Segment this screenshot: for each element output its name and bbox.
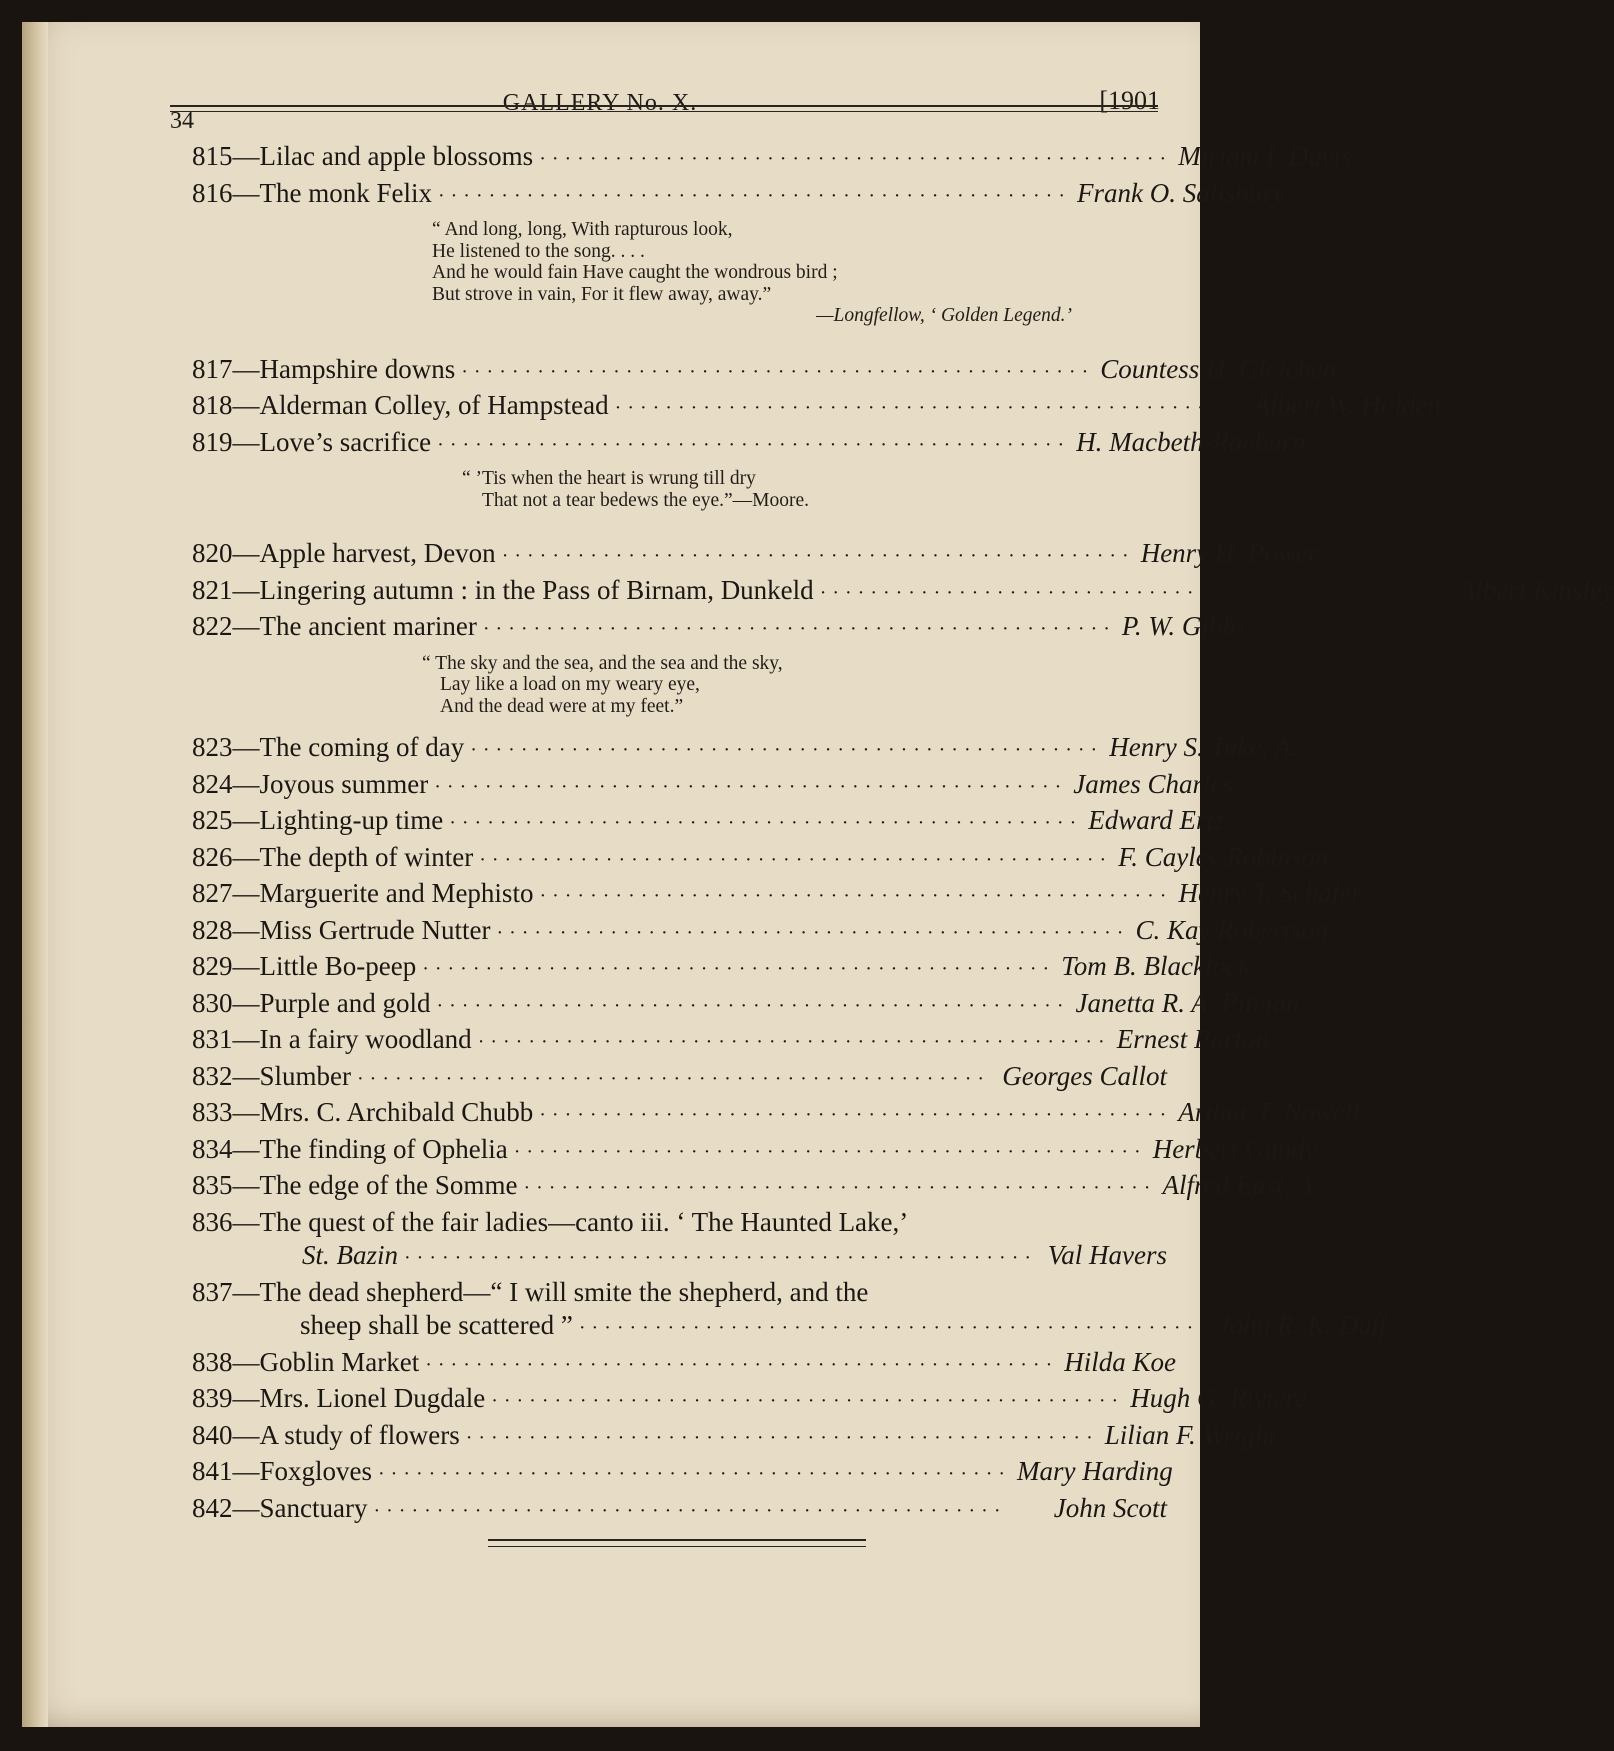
year-label: [1901 xyxy=(1099,86,1160,115)
leader-dots: ·················································· xyxy=(434,775,1068,798)
entry-artist: Hugh G. Riviere xyxy=(1130,1383,1307,1413)
leader-dots: ·················································· xyxy=(578,1317,1212,1339)
catalogue-entry xyxy=(192,914,1329,951)
entry-artist: James Charles xyxy=(1073,768,1233,799)
catalogue-entry-836-cont xyxy=(192,1239,1167,1276)
entry-title: 833—Mrs. C. Archibald Chubb xyxy=(192,1097,534,1127)
catalogue-entry xyxy=(192,177,1285,214)
catalogue-entry xyxy=(192,1419,1277,1456)
entry-artist: Arthur T. Nowell xyxy=(1178,1097,1361,1127)
entry-group xyxy=(192,731,1362,1206)
leader-dots: ·················································· xyxy=(496,921,1130,944)
entry-title: 836—The quest of the fair ladies—canto iii. ‘ The Haunted Lake,’ xyxy=(192,1206,909,1237)
leader-dots: ·················································· xyxy=(425,1353,1059,1376)
leader-dots: ·················································· xyxy=(465,1426,1099,1449)
catalogue-page xyxy=(22,22,1614,1727)
entry-artist: John R. K. Duff xyxy=(1217,1310,1387,1340)
entry-artist: Edward Ertz xyxy=(1088,805,1225,835)
quote-line: That not a tear bedews the eye.”—Moore. xyxy=(482,489,810,511)
catalogue-entry xyxy=(192,1346,1176,1383)
entry-title: 835—The edge of the Somme xyxy=(192,1170,518,1200)
leader-dots: ·················································· xyxy=(378,1463,1012,1485)
catalogue-entry xyxy=(192,610,1247,647)
leader-dots: ·················································· xyxy=(819,581,1453,604)
entry-artist: Hilda Koe xyxy=(1064,1346,1176,1377)
entry-title: 825—Lighting-up time xyxy=(192,805,444,835)
catalogue-entry xyxy=(192,1023,1269,1060)
entry-title: 828—Miss Gertrude Nutter xyxy=(192,914,491,945)
entry-title: 830—Purple and gold xyxy=(192,987,431,1018)
catalogue-entry xyxy=(192,140,1352,177)
entry-title: 834—The finding of Ophelia xyxy=(192,1133,508,1164)
entry-artist: Ernest Parton xyxy=(1116,1024,1269,1054)
leader-dots: ·················································· xyxy=(437,184,1071,207)
entry-title: 822—The ancient mariner xyxy=(192,611,477,641)
entry-title: 838—Goblin Market xyxy=(192,1346,420,1377)
entry-artist: Georges Callot xyxy=(1002,1060,1167,1091)
leader-dots: ·················································· xyxy=(373,1499,1007,1522)
entry-title: 826—The depth of winter xyxy=(192,841,474,872)
leader-dots: ·················································· xyxy=(436,994,1070,1017)
entry-artist: Herbert Gandy xyxy=(1152,1133,1317,1164)
entry-artist: Countess H. Gleichen xyxy=(1100,353,1337,384)
catalogue-entry xyxy=(192,1492,1167,1529)
entry-artist: Miriam I. Davis xyxy=(1178,141,1352,171)
entry-title: 821—Lingering autumn : in the Pass of Birnam, Dunkeld xyxy=(192,574,814,605)
quote-line: “ ’Tis when the heart is wrung till dry xyxy=(462,468,756,489)
end-rule xyxy=(488,1539,866,1541)
entry-title: 840—A study of flowers xyxy=(192,1419,460,1450)
entry-title: 832—Slumber xyxy=(192,1060,351,1091)
entry-title: 815—Lilac and apple blossoms xyxy=(192,141,534,171)
leader-dots: ·················································· xyxy=(539,885,1173,907)
quote-line: “ And long, long, With rapturous look, xyxy=(432,219,733,240)
page-header xyxy=(170,82,1160,134)
entry-artist: Henry S. Tuke, A. xyxy=(1109,732,1298,762)
entry-title: 841—Foxgloves xyxy=(192,1456,373,1486)
catalogue-entry xyxy=(192,768,1233,805)
catalogue-entry xyxy=(192,987,1300,1024)
entry-artist: H. Macbeth-Raeburn xyxy=(1076,426,1306,457)
quote-line: He listened to the song. . . . xyxy=(432,240,645,262)
header-rule-top xyxy=(170,105,1158,107)
entry-group xyxy=(192,1346,1307,1529)
catalogue-entry xyxy=(192,574,1614,611)
catalogue-entry xyxy=(192,1169,1320,1206)
catalogue-entry-836 xyxy=(192,1206,1167,1240)
spacer xyxy=(192,519,1167,537)
entry-title: 837—The dead shepherd—“ I will smite the shepherd, and the xyxy=(192,1276,869,1307)
leader-dots: ·················································· xyxy=(470,739,1104,761)
leader-dots: ·················································· xyxy=(539,1104,1173,1126)
entry-title: 824—Joyous summer xyxy=(192,768,429,799)
leader-dots: ·················································· xyxy=(437,433,1071,456)
entry-artist: Frank O. Salisbury xyxy=(1077,177,1285,208)
spacer xyxy=(192,335,1167,353)
catalogue-entry xyxy=(192,804,1225,841)
catalogue-entry xyxy=(192,426,1306,463)
book-spine xyxy=(22,22,48,1727)
quote-line: And he would fain Have caught the wondrous bird ; xyxy=(432,262,838,283)
leader-dots: ·················································· xyxy=(404,1247,1038,1269)
entry-title: 839—Mrs. Lionel Dugdale xyxy=(192,1383,486,1413)
leader-dots: ·················································· xyxy=(449,812,1083,834)
leader-dots: ·················································· xyxy=(501,545,1135,567)
leader-dots: ·················································· xyxy=(513,1140,1147,1163)
catalogue-entry xyxy=(192,731,1298,768)
entry-artist: Henry H. Power xyxy=(1140,538,1319,568)
leader-dots: ·················································· xyxy=(422,958,1056,980)
entry-artist: Albert W. Holden xyxy=(1253,390,1441,420)
catalogue-entry xyxy=(192,353,1337,390)
catalogue-entry xyxy=(192,1096,1361,1133)
catalogue-entry xyxy=(192,389,1441,426)
leader-dots: ·················································· xyxy=(539,148,1173,170)
page-number: 34 xyxy=(170,108,194,134)
quote-819 xyxy=(192,468,1167,511)
quote-822 xyxy=(192,653,1167,718)
quote-816 xyxy=(192,219,1072,327)
quote-attribution: —Longfellow, ‘ Golden Legend.’ xyxy=(816,305,1072,326)
entry-artist: Albert Kinsley xyxy=(1458,574,1614,605)
entry-title: 829—Little Bo-peep xyxy=(192,951,417,981)
catalogue-entry xyxy=(192,537,1319,574)
entry-title: 842—Sanctuary xyxy=(192,1492,368,1523)
entry-group xyxy=(192,140,1352,213)
entry-artist: John Scott xyxy=(1053,1492,1167,1523)
entry-artist: Henry T. Schäfer xyxy=(1178,878,1362,908)
catalogue-entry-837 xyxy=(192,1276,1167,1310)
entry-title: 819—Love’s sacrifice xyxy=(192,426,432,457)
catalogue-entry xyxy=(192,877,1362,914)
entry-artist: Janetta R. A. Pitman xyxy=(1075,987,1300,1018)
quote-line: Lay like a load on my weary eye, xyxy=(440,674,700,695)
leader-dots: ·················································· xyxy=(477,1031,1111,1053)
entry-title: 827—Marguerite and Mephisto xyxy=(192,878,534,908)
leader-dots: ·················································· xyxy=(357,1067,991,1090)
entry-group xyxy=(192,537,1614,647)
entry-artist: Tom B. Blacklock xyxy=(1061,951,1250,981)
catalogue-list xyxy=(192,140,1614,1528)
leader-dots: ·················································· xyxy=(491,1390,1125,1412)
running-title: GALLERY No. X. xyxy=(502,90,698,116)
entry-title-cont: sheep shall be scattered ” xyxy=(300,1310,573,1340)
leader-dots: ·················································· xyxy=(482,618,1116,640)
entry-title: 817—Hampshire downs xyxy=(192,353,456,384)
entry-title: 820—Apple harvest, Devon xyxy=(192,538,496,568)
entry-artist: F. Cayley Robinson xyxy=(1118,841,1329,872)
quote-line: And the dead were at my feet.” xyxy=(440,695,684,717)
entry-artist: Alfred East, A. xyxy=(1162,1170,1320,1200)
leader-dots: ·················································· xyxy=(461,360,1095,383)
leader-dots: ·················································· xyxy=(523,1177,1157,1199)
entry-group xyxy=(192,353,1441,463)
leader-dots: ·················································· xyxy=(614,397,1248,419)
header-rule-bottom xyxy=(170,111,1158,112)
catalogue-entry xyxy=(192,1382,1307,1419)
quote-line: But strove in vain, For it flew away, away.” xyxy=(432,283,772,305)
catalogue-entry xyxy=(192,1455,1173,1492)
catalogue-entry xyxy=(192,950,1250,987)
end-rule xyxy=(488,1546,866,1547)
entry-artist: Mary Harding xyxy=(1017,1456,1173,1486)
catalogue-entry-837-cont xyxy=(192,1309,1387,1346)
entry-title: 816—The monk Felix xyxy=(192,177,432,208)
entry-title: 818—Alderman Colley, of Hampstead xyxy=(192,390,609,420)
quote-line: “ The sky and the sea, and the sea and the sky, xyxy=(422,652,783,674)
leader-dots: ·················································· xyxy=(479,848,1113,871)
entry-title: 823—The coming of day xyxy=(192,732,465,762)
entry-artist: Lilian F. Wright xyxy=(1104,1419,1277,1450)
catalogue-entry xyxy=(192,1060,1167,1097)
entry-artist: Val Havers xyxy=(1047,1240,1167,1270)
catalogue-entry xyxy=(192,841,1329,878)
entry-artist: C. Kay Robertson xyxy=(1135,914,1329,945)
entry-title-cont: St. Bazin xyxy=(302,1240,399,1270)
catalogue-entry xyxy=(192,1133,1317,1170)
entry-title: 831—In a fairy woodland xyxy=(192,1024,472,1054)
entry-artist: P. W. Gibbs xyxy=(1121,611,1247,641)
